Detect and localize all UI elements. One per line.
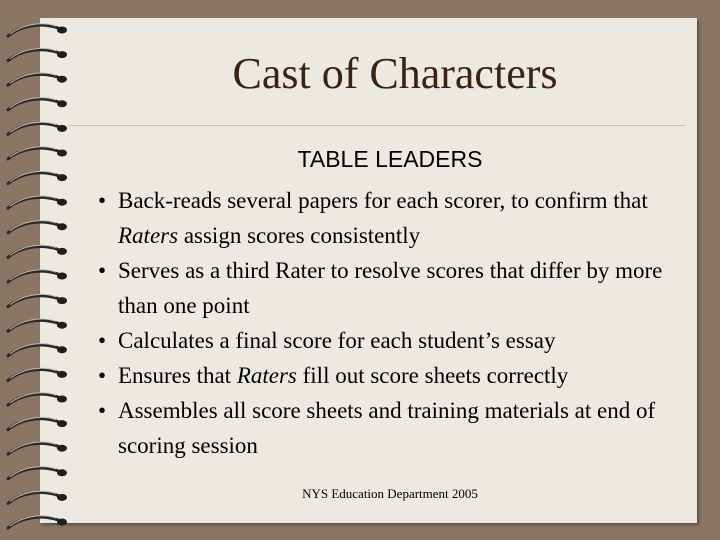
binding-hole <box>57 76 67 83</box>
binding-hole <box>57 322 67 329</box>
spiral-binding <box>0 0 80 540</box>
binding-hole <box>57 469 67 476</box>
footer-credit: NYS Education Department 2005 <box>302 486 478 501</box>
binding-hole <box>57 27 67 34</box>
bullet-list <box>100 183 690 463</box>
binding-hole <box>57 494 67 501</box>
slide-title: Cast of Characters <box>232 49 558 98</box>
binding-hole <box>57 199 67 206</box>
bullet-dot: • <box>98 363 107 388</box>
bullet-dot: • <box>98 188 107 213</box>
binding-hole <box>57 273 67 280</box>
section-heading: TABLE LEADERS <box>297 146 483 172</box>
bullet-item: • Back-reads several papers for each scorer, to confirm that Raters assign scores consistently <box>100 183 690 253</box>
binding-hole <box>57 371 67 378</box>
bullet-dot: • <box>98 258 107 283</box>
bullet-item: • Serves as a third Rater to resolve scores that differ by more than one point <box>100 253 690 323</box>
binding-hole <box>57 297 67 304</box>
bullet-item: • Ensures that Raters fill out score sheets correctly <box>100 358 690 393</box>
binding-hole <box>57 100 67 107</box>
bullet-dot: • <box>98 328 107 353</box>
binding-hole <box>57 346 67 353</box>
binding-hole <box>57 396 67 403</box>
binding-hole <box>57 223 67 230</box>
binding-hole <box>57 125 67 132</box>
bullet-dot: • <box>98 398 107 423</box>
binding-hole <box>57 519 67 526</box>
binding-hole <box>57 248 67 255</box>
binding-hole <box>57 445 67 452</box>
title-divider <box>68 125 685 126</box>
binding-hole <box>57 420 67 427</box>
binding-hole <box>57 51 67 58</box>
bullet-item: • Calculates a final score for each student’s essay <box>100 323 690 358</box>
binding-hole <box>57 150 67 157</box>
binding-hole <box>57 174 67 181</box>
bullet-item: • Assembles all score sheets and training materials at end of scoring session <box>100 393 690 463</box>
